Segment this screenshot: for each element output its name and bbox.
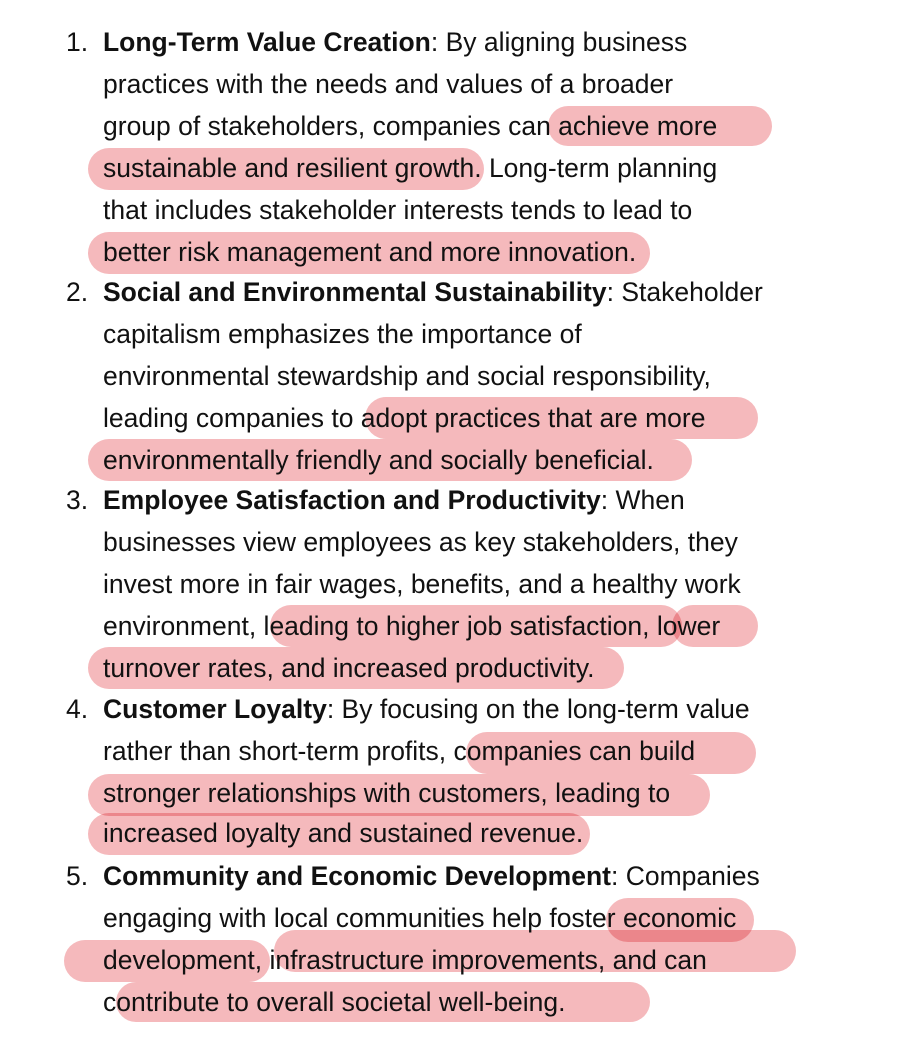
item-line — [103, 856, 760, 896]
item-number: 3. — [66, 485, 89, 515]
item-line: better risk management and more innovation. — [103, 237, 637, 267]
item-number: 1. — [66, 27, 89, 57]
item-title: Social and Environmental Sustainability — [103, 277, 607, 307]
item-line: environmental stewardship and social responsibility, — [103, 361, 711, 391]
item-line: development, infrastructure improvements, and can — [103, 945, 707, 975]
item-line — [103, 480, 685, 520]
item-text: : Companies — [611, 861, 760, 891]
item-line: contribute to overall societal well-being. — [103, 987, 566, 1017]
item-title: Community and Economic Development — [103, 861, 611, 891]
item-line: environment, leading to higher job satisfaction, lower — [103, 611, 721, 641]
item-line: practices with the needs and values of a broader — [103, 69, 674, 99]
item-text: : By aligning business — [430, 27, 688, 57]
item-number: 4. — [66, 694, 89, 724]
item-line: sustainable and resilient growth. Long-term planning — [103, 153, 718, 183]
item-line: rather than short-term profits, companies can build — [103, 736, 696, 766]
item-title: Customer Loyalty — [103, 694, 327, 724]
item-title: Employee Satisfaction and Productivity — [103, 485, 601, 515]
item-number: 2. — [66, 277, 89, 307]
item-line: businesses view employees as key stakeholders, they — [103, 527, 738, 557]
item-line: increased loyalty and sustained revenue. — [103, 818, 584, 848]
item-line — [103, 689, 750, 729]
item-line — [103, 272, 763, 312]
item-line: group of stakeholders, companies can achieve more — [103, 111, 718, 141]
item-text: : By focusing on the long-term value — [326, 694, 750, 724]
item-title: Long-Term Value Creation — [103, 27, 431, 57]
item-line — [103, 22, 687, 62]
item-line: leading companies to adopt practices that are more — [103, 403, 706, 433]
item-text: : Stakeholder — [606, 277, 763, 307]
item-line: turnover rates, and increased productivity. — [103, 653, 595, 683]
item-line: stronger relationships with customers, leading to — [103, 778, 671, 808]
item-line: that includes stakeholder interests tends to lead to — [103, 195, 693, 225]
item-line: engaging with local communities help foster economic — [103, 903, 737, 933]
item-number: 5. — [66, 861, 89, 891]
item-line: capitalism emphasizes the importance of — [103, 319, 582, 349]
item-text: : When — [600, 485, 685, 515]
item-line: invest more in fair wages, benefits, and a healthy work — [103, 569, 741, 599]
item-line: environmentally friendly and socially beneficial. — [103, 445, 654, 475]
